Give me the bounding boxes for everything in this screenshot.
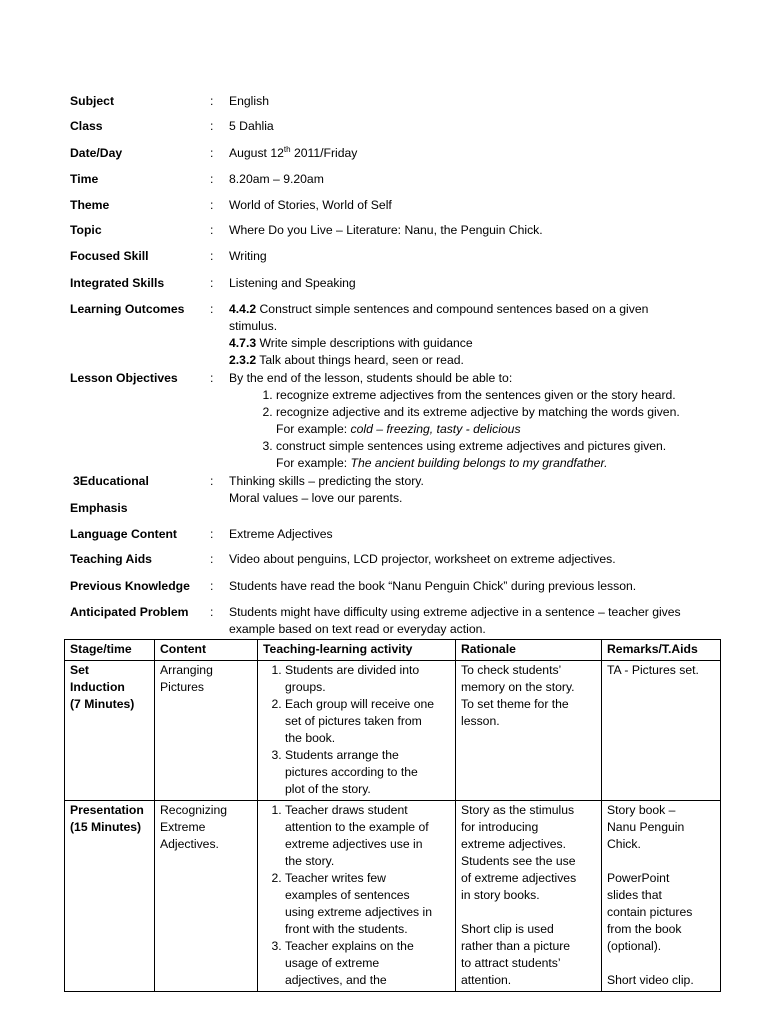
content-cell bbox=[155, 801, 258, 992]
rationale-text: Students see the use bbox=[461, 854, 576, 868]
activity-item bbox=[285, 870, 450, 938]
activity-item bbox=[285, 938, 450, 989]
lesson-objectives bbox=[229, 370, 719, 472]
activity-list bbox=[263, 662, 450, 798]
stage-text: Presentation bbox=[70, 803, 144, 817]
rationale-text: to attract students’ bbox=[461, 956, 561, 970]
activity-text: front with the students. bbox=[285, 922, 408, 936]
colon: : bbox=[210, 172, 214, 186]
colon: : bbox=[210, 474, 214, 488]
header-rationale: Rationale bbox=[456, 640, 602, 661]
learning-outcome-item bbox=[229, 318, 719, 335]
learning-outcome-item bbox=[229, 301, 719, 318]
colon: : bbox=[210, 302, 214, 316]
remarks-cell bbox=[602, 801, 721, 992]
previous-knowledge-value: Students have read the book “Nanu Penguin Chick” during previous lesson. bbox=[229, 579, 637, 593]
content-text: Extreme bbox=[160, 820, 206, 834]
theme-label: Theme bbox=[70, 198, 110, 212]
objectives-intro: By the end of the lesson, students should be able to: bbox=[229, 371, 513, 385]
remarks-cell bbox=[602, 661, 721, 801]
date-label: Date/Day bbox=[70, 146, 123, 160]
objective-text: recognize adjective and its extreme adjective by matching the words given. bbox=[276, 405, 680, 419]
rationale-text: for introducing bbox=[461, 820, 539, 834]
activity-text: pictures according to the bbox=[285, 765, 418, 779]
outcome-text: Construct simple sentences and compound sentences based on a given bbox=[256, 302, 649, 316]
date-main: August 12 bbox=[229, 146, 284, 160]
emphasis-line: Thinking skills – predicting the story. bbox=[229, 474, 424, 488]
activity-text: groups. bbox=[285, 680, 326, 694]
outcome-text: Talk about things heard, seen or read. bbox=[256, 353, 464, 367]
subject-value: English bbox=[229, 94, 269, 108]
time-value: 8.20am – 9.20am bbox=[229, 172, 324, 186]
content-text: Pictures bbox=[160, 680, 205, 694]
rationale-text: Story as the stimulus bbox=[461, 803, 575, 817]
activity-text: 3. Students arrange the bbox=[285, 748, 399, 762]
activity-text: examples of sentences bbox=[285, 888, 410, 902]
colon: : bbox=[210, 119, 214, 133]
anticipated-problem-value bbox=[229, 604, 719, 638]
remarks-text: slides that bbox=[607, 888, 662, 902]
lesson-objectives-label: Lesson Objectives bbox=[70, 371, 178, 385]
rationale-cell bbox=[456, 801, 602, 992]
stage-cell bbox=[65, 661, 155, 801]
remarks-text: Short video clip. bbox=[607, 973, 694, 987]
focused-skill-value: Writing bbox=[229, 249, 267, 263]
rationale-text: attention. bbox=[461, 973, 512, 987]
activity-item bbox=[285, 802, 450, 870]
date-rest: 2011/Friday bbox=[290, 146, 358, 160]
educational-emphasis-label-2: Emphasis bbox=[70, 501, 128, 515]
subject-label: Subject bbox=[70, 94, 115, 108]
activity-text: attention to the example of bbox=[285, 820, 429, 834]
rationale-cell bbox=[456, 661, 602, 801]
objective-text: construct simple sentences using extreme adjectives and pictures given. bbox=[276, 439, 667, 453]
objective-item bbox=[276, 438, 719, 472]
activity-cell bbox=[258, 801, 456, 992]
educational-emphasis-value bbox=[229, 473, 719, 507]
activity-text: extreme adjectives use in bbox=[285, 837, 423, 851]
rationale-text: memory on the story. bbox=[461, 680, 575, 694]
activity-text: set of pictures taken from bbox=[285, 714, 422, 728]
date-value bbox=[229, 145, 719, 162]
activity-list bbox=[263, 802, 450, 989]
topic-label: Topic bbox=[70, 223, 102, 237]
stage-text: Induction bbox=[70, 680, 125, 694]
activity-text: usage of extreme bbox=[285, 956, 380, 970]
remarks-text: (optional). bbox=[607, 939, 662, 953]
colon: : bbox=[210, 527, 214, 541]
content-text: Arranging bbox=[160, 663, 213, 677]
colon: : bbox=[210, 198, 214, 212]
objective-text: recognize extreme adjectives from the sentences given or the story heard. bbox=[276, 388, 676, 402]
colon: : bbox=[210, 223, 214, 237]
remarks-text: Chick. bbox=[607, 837, 641, 851]
activity-item bbox=[285, 662, 450, 696]
colon: : bbox=[210, 552, 214, 566]
rationale-text: in story books. bbox=[461, 888, 540, 902]
topic-value: Where Do you Live – Literature: Nanu, the Penguin Chick. bbox=[229, 223, 543, 237]
header-content: Content bbox=[155, 640, 258, 661]
stage-cell bbox=[65, 801, 155, 992]
learning-outcomes-list bbox=[229, 301, 719, 369]
anticipated-problem-label: Anticipated Problem bbox=[70, 605, 189, 619]
teaching-aids-label: Teaching Aids bbox=[70, 552, 152, 566]
table-row bbox=[65, 661, 721, 801]
activity-item bbox=[285, 696, 450, 747]
rationale-text: extreme adjectives. bbox=[461, 837, 566, 851]
problem-line: Students might have difficulty using extreme adjective in a sentence – teacher gives bbox=[229, 605, 681, 619]
colon: : bbox=[210, 276, 214, 290]
activity-text: 2. Each group will receive one bbox=[285, 697, 435, 711]
stage-text: Set bbox=[70, 663, 89, 677]
rationale-text: of extreme adjectives bbox=[461, 871, 577, 885]
remarks-text: Nanu Penguin bbox=[607, 820, 685, 834]
content-cell bbox=[155, 661, 258, 801]
outcome-code: 2.3.2 bbox=[229, 353, 257, 367]
example-label: For example: bbox=[276, 422, 351, 436]
outcome-text: Write simple descriptions with guidance bbox=[256, 336, 473, 350]
theme-value: World of Stories, World of Self bbox=[229, 198, 392, 212]
header-remarks: Remarks/T.Aids bbox=[602, 640, 721, 661]
rationale-text: To set theme for the bbox=[461, 697, 569, 711]
table-row bbox=[65, 801, 721, 992]
activity-text: 2. Teacher writes few bbox=[285, 871, 386, 885]
emphasis-line: Moral values – love our parents. bbox=[229, 491, 403, 505]
rationale-text: lesson. bbox=[461, 714, 500, 728]
colon: : bbox=[210, 605, 214, 619]
content-text: Recognizing bbox=[160, 803, 228, 817]
remarks-text: contain pictures bbox=[607, 905, 693, 919]
rationale-text: To check students’ bbox=[461, 663, 562, 677]
language-content-value: Extreme Adjectives bbox=[229, 527, 333, 541]
language-content-label: Language Content bbox=[70, 527, 177, 541]
date-sup: th bbox=[283, 144, 291, 154]
example-label: For example: bbox=[276, 456, 351, 470]
outcome-text: stimulus. bbox=[229, 319, 278, 333]
remarks-text: PowerPoint bbox=[607, 871, 670, 885]
activity-text: 1. Students are divided into bbox=[285, 663, 420, 677]
objective-item bbox=[276, 404, 719, 438]
colon: : bbox=[210, 249, 214, 263]
activity-item bbox=[285, 747, 450, 798]
teaching-aids-value: Video about penguins, LCD projector, worksheet on extreme adjectives. bbox=[229, 552, 616, 566]
colon: : bbox=[210, 146, 214, 160]
stage-text: (7 Minutes) bbox=[70, 697, 135, 711]
outcome-code: 4.7.3 bbox=[229, 336, 257, 350]
lesson-stage-table bbox=[64, 639, 721, 992]
objective-item bbox=[276, 387, 719, 404]
remarks-text: from the book bbox=[607, 922, 682, 936]
outcome-code: 4.4.2 bbox=[229, 302, 257, 316]
colon: : bbox=[210, 579, 214, 593]
example-text: The ancient building belongs to my grandfather. bbox=[350, 456, 608, 470]
colon: : bbox=[210, 371, 214, 385]
integrated-skills-value: Listening and Speaking bbox=[229, 276, 356, 290]
class-value: 5 Dahlia bbox=[229, 119, 274, 133]
stage-text: (15 Minutes) bbox=[70, 820, 142, 834]
table-header-row bbox=[65, 640, 721, 661]
educational-emphasis-label-1: 3Educational bbox=[73, 474, 149, 488]
activity-text: adjectives, and the bbox=[285, 973, 387, 987]
rationale-text: rather than a picture bbox=[461, 939, 571, 953]
activity-text: the story. bbox=[285, 854, 335, 868]
activity-text: using extreme adjectives in bbox=[285, 905, 432, 919]
header-teaching-activity: Teaching-learning activity bbox=[258, 640, 456, 661]
activity-cell bbox=[258, 661, 456, 801]
activity-text: plot of the story. bbox=[285, 782, 371, 796]
problem-line: example based on text read or everyday action. bbox=[229, 622, 486, 636]
integrated-skills-label: Integrated Skills bbox=[70, 276, 165, 290]
objectives-list bbox=[229, 387, 719, 472]
class-label: Class bbox=[70, 119, 103, 133]
activity-text: 1. Teacher draws student bbox=[285, 803, 408, 817]
remarks-text: Story book – bbox=[607, 803, 676, 817]
learning-outcomes-label: Learning Outcomes bbox=[70, 302, 185, 316]
colon: : bbox=[210, 94, 214, 108]
time-label: Time bbox=[70, 172, 99, 186]
rationale-text: Short clip is used bbox=[461, 922, 554, 936]
activity-text: 3. Teacher explains on the bbox=[285, 939, 414, 953]
header-stage-time: Stage/time bbox=[65, 640, 155, 661]
learning-outcome-item bbox=[229, 335, 719, 352]
learning-outcome-item bbox=[229, 352, 719, 369]
remarks-text: TA - Pictures set. bbox=[607, 663, 699, 677]
focused-skill-label: Focused Skill bbox=[70, 249, 149, 263]
example-text: cold – freezing, tasty - delicious bbox=[350, 422, 521, 436]
activity-text: the book. bbox=[285, 731, 336, 745]
content-text: Adjectives. bbox=[160, 837, 219, 851]
previous-knowledge-label: Previous Knowledge bbox=[70, 579, 190, 593]
